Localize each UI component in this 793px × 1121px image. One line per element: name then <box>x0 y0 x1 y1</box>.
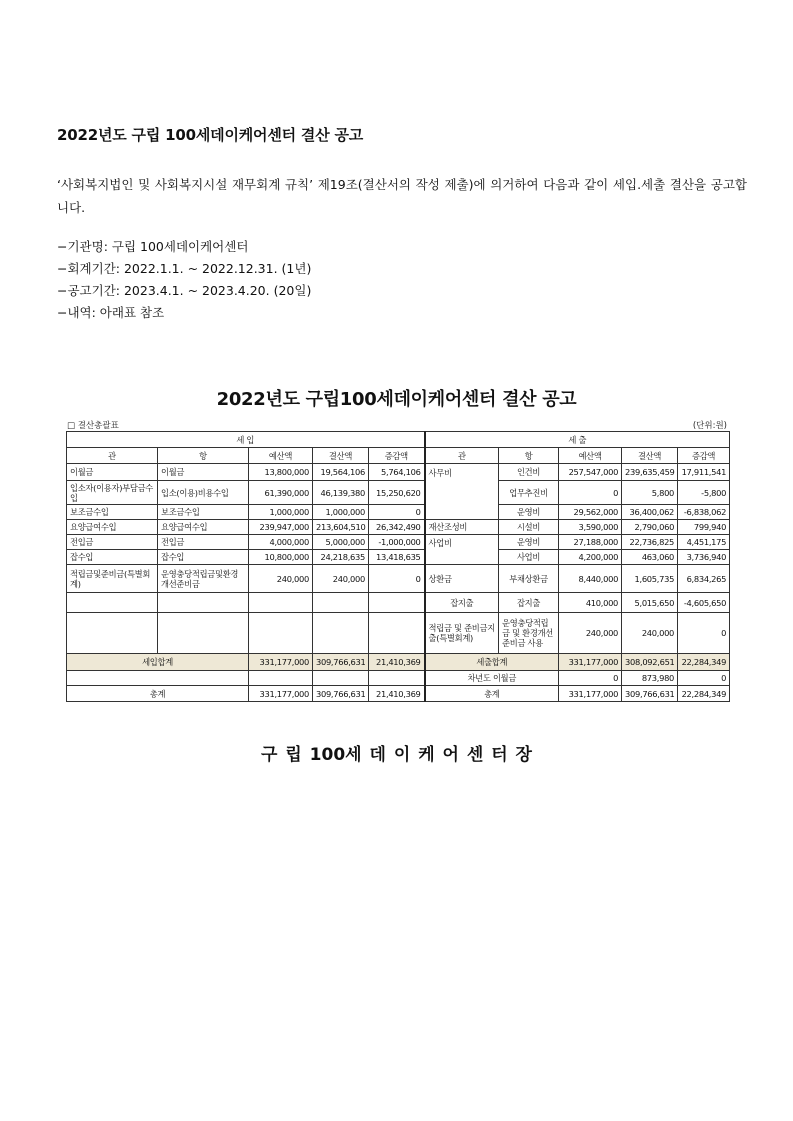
carryover-row <box>67 671 730 686</box>
expense-gwan: 상환금 <box>425 565 499 593</box>
revenue-gwan: 이월금 <box>67 464 158 481</box>
empty-cell <box>369 671 425 686</box>
expense-gwan: 잡지출 <box>425 593 499 613</box>
expense-hang: 인건비 <box>499 464 559 481</box>
expense-budget: 410,000 <box>559 593 622 613</box>
expense-settlement: 22,736,825 <box>622 535 678 550</box>
revenue-difference: 26,342,490 <box>369 520 425 535</box>
notice-meta-list <box>57 236 311 324</box>
expense-settlement: 463,060 <box>622 550 678 565</box>
revenue-difference <box>369 613 425 654</box>
col-header-difference: 증감액 <box>369 448 425 464</box>
subtotal-row <box>67 654 730 671</box>
table-row <box>67 535 730 550</box>
signature-line: 구 립 100세 데 이 케 어 센 터 장 <box>261 745 532 765</box>
revenue-total-label: 세입합계 <box>67 654 249 671</box>
expense-header: 세 출 <box>425 432 730 448</box>
expense-budget: 8,440,000 <box>559 565 622 593</box>
table-row <box>67 613 730 654</box>
expense-total-budget: 331,177,000 <box>559 654 622 671</box>
expense-total-difference: 22,284,349 <box>678 654 730 671</box>
meta-organization: −기관명: 구립 100세데이케어센터 <box>57 239 249 254</box>
revenue-difference: 15,250,620 <box>369 481 425 505</box>
meta-details: −내역: 아래표 참조 <box>57 305 165 320</box>
revenue-hang <box>158 593 249 613</box>
revenue-hang: 보조금수입 <box>158 505 249 520</box>
revenue-budget: 240,000 <box>249 565 313 593</box>
expense-total-settlement: 308,092,651 <box>622 654 678 671</box>
revenue-gwan: 입소자(이용자)부담금수입 <box>67 481 158 505</box>
revenue-difference: 5,764,106 <box>369 464 425 481</box>
revenue-difference: 13,418,635 <box>369 550 425 565</box>
expense-gwan: 적립금 및 준비금지출(특별회계) <box>425 613 499 654</box>
expense-settlement: 36,400,062 <box>622 505 678 520</box>
revenue-hang <box>158 613 249 654</box>
table-unit: (단위:원) <box>692 421 727 431</box>
revenue-grand-total-label: 총계 <box>67 686 249 702</box>
expense-settlement: 240,000 <box>622 613 678 654</box>
revenue-hang: 입소(이용)비용수입 <box>158 481 249 505</box>
expense-difference: -5,800 <box>678 481 730 505</box>
meta-fiscal-period: −회계기간: 2022.1.1. ~ 2022.12.31. (1년) <box>57 261 312 276</box>
empty-cell <box>67 671 249 686</box>
revenue-total-difference: 21,410,369 <box>369 654 425 671</box>
expense-hang: 사업비 <box>499 550 559 565</box>
revenue-gwan: 요양급여수입 <box>67 520 158 535</box>
column-header-row <box>67 448 730 464</box>
revenue-grand-total-difference: 21,410,369 <box>369 686 425 702</box>
expense-settlement: 5,800 <box>622 481 678 505</box>
expense-difference: 17,911,541 <box>678 464 730 481</box>
table-row <box>67 520 730 535</box>
expense-gwan: 사무비 <box>425 464 499 520</box>
revenue-grand-total-settlement: 309,766,631 <box>313 686 369 702</box>
revenue-budget: 4,000,000 <box>249 535 313 550</box>
revenue-gwan: 전입금 <box>67 535 158 550</box>
table-row <box>67 464 730 481</box>
revenue-hang: 이월금 <box>158 464 249 481</box>
carryover-label: 차년도 이월금 <box>425 671 559 686</box>
notice-title: 2022년도 구립 100세데이케어센터 결산 공고 <box>57 126 364 144</box>
revenue-difference <box>369 593 425 613</box>
revenue-header: 세 입 <box>67 432 425 448</box>
revenue-grand-total-budget: 331,177,000 <box>249 686 313 702</box>
section-header-row <box>67 432 730 448</box>
revenue-hang: 전입금 <box>158 535 249 550</box>
revenue-total-settlement: 309,766,631 <box>313 654 369 671</box>
revenue-budget: 239,947,000 <box>249 520 313 535</box>
settlement-summary-table <box>66 431 730 702</box>
expense-settlement: 239,635,459 <box>622 464 678 481</box>
intro-paragraph: ‘사회복지법인 및 사회복지시설 재무회계 규칙’ 제19조(결산서의 작성 제출)에 의거하여 다음과 같이 세입.세출 결산을 공고합니다. <box>57 177 747 215</box>
expense-settlement: 1,605,735 <box>622 565 678 593</box>
col-header-difference: 증감액 <box>678 448 730 464</box>
table-caption: □ 결산총괄표 <box>67 421 119 431</box>
col-header-hang: 항 <box>499 448 559 464</box>
revenue-gwan: 적립금및준비금(특별회계) <box>67 565 158 593</box>
expense-difference: 0 <box>678 613 730 654</box>
grand-total-row <box>67 686 730 702</box>
expense-total-label: 세출합계 <box>425 654 559 671</box>
revenue-hang: 운영충당적립금및환경개선준비금 <box>158 565 249 593</box>
expense-grand-total-label: 총계 <box>425 686 559 702</box>
table-title: 2022년도 구립100세데이케어센터 결산 공고 <box>216 389 577 410</box>
revenue-budget: 10,800,000 <box>249 550 313 565</box>
expense-hang: 운영비 <box>499 505 559 520</box>
revenue-settlement: 1,000,000 <box>313 505 369 520</box>
expense-budget: 29,562,000 <box>559 505 622 520</box>
expense-difference: -4,605,650 <box>678 593 730 613</box>
meta-notice-period: −공고기간: 2023.4.1. ~ 2023.4.20. (20일) <box>57 283 312 298</box>
col-header-settlement: 결산액 <box>313 448 369 464</box>
table-row <box>67 505 730 520</box>
expense-hang: 부채상환금 <box>499 565 559 593</box>
revenue-total-budget: 331,177,000 <box>249 654 313 671</box>
revenue-budget <box>249 613 313 654</box>
expense-settlement: 5,015,650 <box>622 593 678 613</box>
col-header-settlement: 결산액 <box>622 448 678 464</box>
expense-budget: 257,547,000 <box>559 464 622 481</box>
revenue-difference: 0 <box>369 505 425 520</box>
revenue-settlement: 5,000,000 <box>313 535 369 550</box>
expense-grand-total-difference: 22,284,349 <box>678 686 730 702</box>
expense-settlement: 2,790,060 <box>622 520 678 535</box>
carryover-budget: 0 <box>559 671 622 686</box>
table-row <box>67 593 730 613</box>
revenue-settlement: 24,218,635 <box>313 550 369 565</box>
revenue-settlement: 213,604,510 <box>313 520 369 535</box>
col-header-budget: 예산액 <box>249 448 313 464</box>
revenue-hang: 요양급여수입 <box>158 520 249 535</box>
revenue-budget: 13,800,000 <box>249 464 313 481</box>
expense-grand-total-settlement: 309,766,631 <box>622 686 678 702</box>
table-row <box>67 565 730 593</box>
empty-cell <box>249 671 313 686</box>
col-header-budget: 예산액 <box>559 448 622 464</box>
revenue-gwan <box>67 613 158 654</box>
expense-grand-total-budget: 331,177,000 <box>559 686 622 702</box>
expense-difference: 4,451,175 <box>678 535 730 550</box>
carryover-difference: 0 <box>678 671 730 686</box>
revenue-difference: -1,000,000 <box>369 535 425 550</box>
expense-budget: 240,000 <box>559 613 622 654</box>
revenue-gwan <box>67 593 158 613</box>
expense-difference: 799,940 <box>678 520 730 535</box>
table-row <box>67 550 730 565</box>
expense-hang: 운영충당적립금 및 환경개선준비금 사용 <box>499 613 559 654</box>
revenue-hang: 잡수입 <box>158 550 249 565</box>
expense-difference: 6,834,265 <box>678 565 730 593</box>
col-header-gwan: 관 <box>67 448 158 464</box>
empty-cell <box>313 671 369 686</box>
revenue-difference: 0 <box>369 565 425 593</box>
col-header-hang: 항 <box>158 448 249 464</box>
expense-budget: 4,200,000 <box>559 550 622 565</box>
expense-gwan: 재산조성비 <box>425 520 499 535</box>
revenue-budget: 61,390,000 <box>249 481 313 505</box>
expense-hang: 업무추진비 <box>499 481 559 505</box>
expense-difference: -6,838,062 <box>678 505 730 520</box>
revenue-settlement <box>313 613 369 654</box>
revenue-settlement: 19,564,106 <box>313 464 369 481</box>
expense-budget: 27,188,000 <box>559 535 622 550</box>
revenue-settlement: 46,139,380 <box>313 481 369 505</box>
table-row <box>67 481 730 505</box>
revenue-budget: 1,000,000 <box>249 505 313 520</box>
revenue-budget <box>249 593 313 613</box>
expense-hang: 운영비 <box>499 535 559 550</box>
revenue-gwan: 보조금수입 <box>67 505 158 520</box>
carryover-settlement: 873,980 <box>622 671 678 686</box>
col-header-gwan: 관 <box>425 448 499 464</box>
revenue-settlement: 240,000 <box>313 565 369 593</box>
expense-hang: 잡지출 <box>499 593 559 613</box>
expense-budget: 0 <box>559 481 622 505</box>
expense-gwan: 사업비 <box>425 535 499 565</box>
expense-budget: 3,590,000 <box>559 520 622 535</box>
revenue-settlement <box>313 593 369 613</box>
expense-hang: 시설비 <box>499 520 559 535</box>
expense-difference: 3,736,940 <box>678 550 730 565</box>
revenue-gwan: 잡수입 <box>67 550 158 565</box>
